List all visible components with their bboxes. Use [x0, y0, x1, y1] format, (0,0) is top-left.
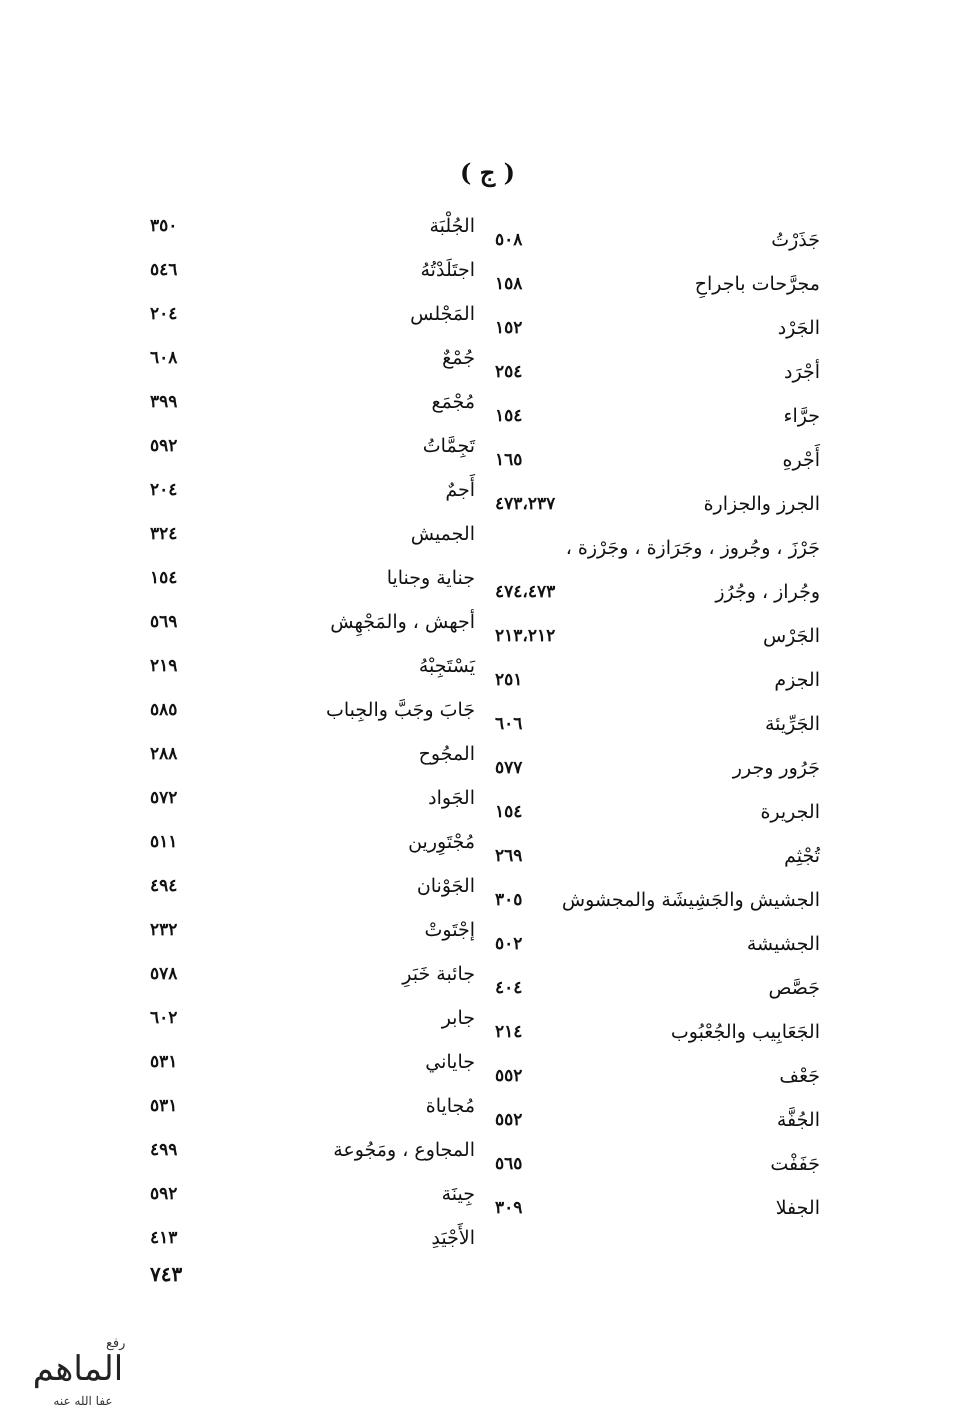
index-entry — [495, 842, 820, 886]
publisher-stamp-logo — [8, 1325, 148, 1410]
index-entry — [150, 212, 475, 256]
index-term: جَرُور وجرر — [732, 757, 820, 779]
index-term: الجشيشة — [746, 933, 820, 955]
index-term: جُمْعٌ — [442, 347, 475, 369]
index-page-ref: ٥٧٢ — [150, 788, 178, 808]
index-term: الجَوْنان — [416, 875, 475, 897]
index-entry — [150, 1224, 475, 1268]
index-entry — [495, 754, 820, 798]
index-entry — [150, 1092, 475, 1136]
index-page-ref: ٣٥٠ — [150, 216, 178, 236]
index-term: أَجْرهِ — [782, 449, 820, 471]
index-term: جائبة خَبَرِ — [402, 963, 475, 985]
index-page-ref: ٣٩٩ — [150, 392, 178, 412]
index-entry — [495, 710, 820, 754]
index-term: يَسْتَجِبْهُ — [418, 655, 475, 677]
index-entry — [150, 300, 475, 344]
index-term: الجشيش والجَشِيشَة والمجشوش — [561, 889, 820, 911]
index-entry — [150, 740, 475, 784]
index-column-left — [150, 212, 475, 1268]
index-term: وجُراز ، وجُرُز — [715, 581, 820, 603]
index-page-ref: ٥٦٥ — [495, 1154, 523, 1174]
index-page-ref: ٥٧٨ — [150, 964, 178, 984]
index-entry — [150, 344, 475, 388]
index-page-ref: ٦٠٨ — [150, 348, 178, 368]
index-entry — [495, 622, 820, 666]
index-page-ref: ٢٣٢ — [150, 920, 178, 940]
index-page-ref: ٥٨٥ — [150, 700, 178, 720]
index-entry — [495, 666, 820, 710]
index-term: جرَّاء — [783, 405, 820, 427]
index-entry — [495, 798, 820, 842]
index-entry — [495, 1106, 820, 1150]
index-term: جَفَفْت — [770, 1153, 820, 1175]
index-entry — [150, 520, 475, 564]
index-entry — [495, 930, 820, 974]
stamp-line1: رفع — [106, 1336, 126, 1351]
index-entry — [495, 1062, 820, 1106]
index-entry — [150, 872, 475, 916]
index-page-ref: ١٦٥ — [495, 450, 523, 470]
index-term: مُجْتَوِرين — [408, 831, 475, 853]
index-term: الجريرة — [760, 801, 820, 823]
index-page-ref: ٤٧٤،٤٧٣ — [495, 582, 556, 602]
index-page-ref: ٢٠٤ — [150, 304, 178, 324]
index-term: جِينَة — [441, 1183, 475, 1205]
index-term: جَعْف — [779, 1065, 820, 1087]
index-term: جناية وجنايا — [386, 567, 475, 589]
index-page-ref: ٦٠٢ — [150, 1008, 178, 1028]
index-page-ref: ٥١١ — [150, 832, 178, 852]
index-entry — [150, 1180, 475, 1224]
index-column-right — [495, 226, 820, 1238]
index-page-ref: ٤٠٤ — [495, 978, 523, 998]
index-entry — [150, 1004, 475, 1048]
index-entry — [150, 1136, 475, 1180]
index-entry — [495, 314, 820, 358]
index-entry — [150, 696, 475, 740]
index-page-ref: ٥٦٩ — [150, 612, 178, 632]
stamp-line2: الماهم — [32, 1349, 124, 1389]
index-page-ref: ٢٥٤ — [495, 362, 523, 382]
index-page-ref: ٢١٩ — [150, 656, 178, 676]
index-term: الأَجْيَدِ — [431, 1227, 475, 1249]
index-entry — [150, 256, 475, 300]
index-term: الجفلا — [775, 1197, 820, 1219]
index-page-ref: ٥٠٢ — [495, 934, 523, 954]
index-term: الجَرْس — [762, 625, 820, 647]
index-entry — [495, 1194, 820, 1238]
index-entry — [150, 652, 475, 696]
index-page-ref: ٥٥٢ — [495, 1066, 523, 1086]
index-page-ref: ٢١٤ — [495, 1022, 523, 1042]
index-term: المجاوع ، ومَجُوعة — [333, 1139, 475, 1161]
index-entry — [150, 828, 475, 872]
index-entry — [150, 784, 475, 828]
index-term: الجَرْد — [777, 317, 820, 339]
index-entry — [495, 402, 820, 446]
index-page-ref: ١٥٨ — [495, 274, 523, 294]
index-entry — [495, 974, 820, 1018]
index-page-ref: ١٥٤ — [150, 568, 178, 588]
index-page-ref: ٣٠٩ — [495, 1198, 523, 1218]
index-entry — [495, 1150, 820, 1194]
index-term: الجرز والجزارة — [703, 493, 820, 515]
index-term: الجَواد — [428, 787, 475, 809]
index-term: المَجْلس — [410, 303, 475, 325]
index-term: أجهش ، والمَجْهِش — [330, 611, 475, 633]
stamp-line3: عفا الله عنه — [53, 1394, 113, 1408]
index-term: مجرَّحات باجراحِ — [694, 273, 820, 295]
index-page-ref: ٥٥٢ — [495, 1110, 523, 1130]
index-page-ref: ١٥٢ — [495, 318, 523, 338]
index-term: اجتَلَدْتُهُ — [420, 259, 475, 281]
index-page-ref: ٤١٣ — [150, 1228, 178, 1248]
index-term: الجزم — [774, 669, 820, 691]
index-entry — [150, 388, 475, 432]
index-term: جاياني — [425, 1051, 475, 1073]
index-page-ref: ٤٩٤ — [150, 876, 178, 896]
index-term: مُجْمَع — [431, 391, 475, 413]
index-entry — [150, 476, 475, 520]
index-page-ref: ٥٠٨ — [495, 230, 523, 250]
index-entry — [495, 270, 820, 314]
index-entry — [495, 534, 820, 578]
index-page-ref: ٥٤٦ — [150, 260, 178, 280]
page-number: ٧٤٣ — [150, 1262, 183, 1286]
index-page-ref: ٢٨٨ — [150, 744, 178, 764]
index-page-ref: ٢٦٩ — [495, 846, 523, 866]
index-term: أجْرَد — [784, 361, 820, 383]
index-term: جَرْزَ ، وجُروز ، وجَرَازة ، وجَرْزة ، — [565, 537, 820, 559]
index-term: جَابَ وجَبَّ والجِباب — [326, 699, 475, 721]
index-page-ref: ٢٠٤ — [150, 480, 178, 500]
index-entry — [495, 226, 820, 270]
index-page-ref: ١٥٤ — [495, 802, 523, 822]
index-term: جَصَّص — [768, 977, 820, 999]
index-page-ref: ٢١٣،٢١٢ — [495, 626, 556, 646]
index-entry — [495, 1018, 820, 1062]
index-entry — [495, 358, 820, 402]
index-page-ref: ٢٥١ — [495, 670, 523, 690]
index-page-ref: ٣٢٤ — [150, 524, 178, 544]
index-entry — [495, 446, 820, 490]
index-term: تُجْثِم — [784, 845, 820, 867]
index-entry — [150, 564, 475, 608]
index-page-ref: ٥٣١ — [150, 1052, 178, 1072]
index-term: المجُوح — [418, 743, 475, 765]
index-page-ref: ٥٩٢ — [150, 436, 178, 456]
index-page-ref: ٣٠٥ — [495, 890, 523, 910]
index-term: تَجِمَّاتُ — [422, 435, 475, 457]
index-entry — [495, 490, 820, 534]
index-page-ref: ٥٩٢ — [150, 1184, 178, 1204]
index-page-ref: ١٥٤ — [495, 406, 523, 426]
index-entry — [495, 886, 820, 930]
index-term: أَجمٌ — [445, 479, 475, 501]
index-term: جَذَرْتُ — [771, 229, 820, 251]
index-entry — [150, 432, 475, 476]
index-term: جابر — [441, 1007, 475, 1029]
index-term: الجميش — [410, 523, 475, 545]
index-term: الجُلْبَة — [429, 215, 475, 237]
index-entry — [495, 578, 820, 622]
index-entry — [150, 1048, 475, 1092]
index-term: الجَرِّيئة — [764, 713, 820, 735]
index-entry — [150, 960, 475, 1004]
index-page-ref: ٤٧٣،٢٣٧ — [495, 494, 556, 514]
index-page-ref: ٦٠٦ — [495, 714, 523, 734]
index-term: إجْتَوتْ — [424, 919, 475, 941]
index-term: الجَعَابِيب والجُعْبُوب — [670, 1021, 820, 1043]
index-page-ref: ٤٩٩ — [150, 1140, 178, 1160]
section-letter-heading: ( ج ) — [460, 158, 515, 187]
index-term: الجُفَّة — [776, 1109, 820, 1131]
index-page-ref: ٥٣١ — [150, 1096, 178, 1116]
index-page-ref: ٥٧٧ — [495, 758, 523, 778]
index-term: مُجاياة — [425, 1095, 475, 1117]
index-entry — [150, 608, 475, 652]
index-entry — [150, 916, 475, 960]
